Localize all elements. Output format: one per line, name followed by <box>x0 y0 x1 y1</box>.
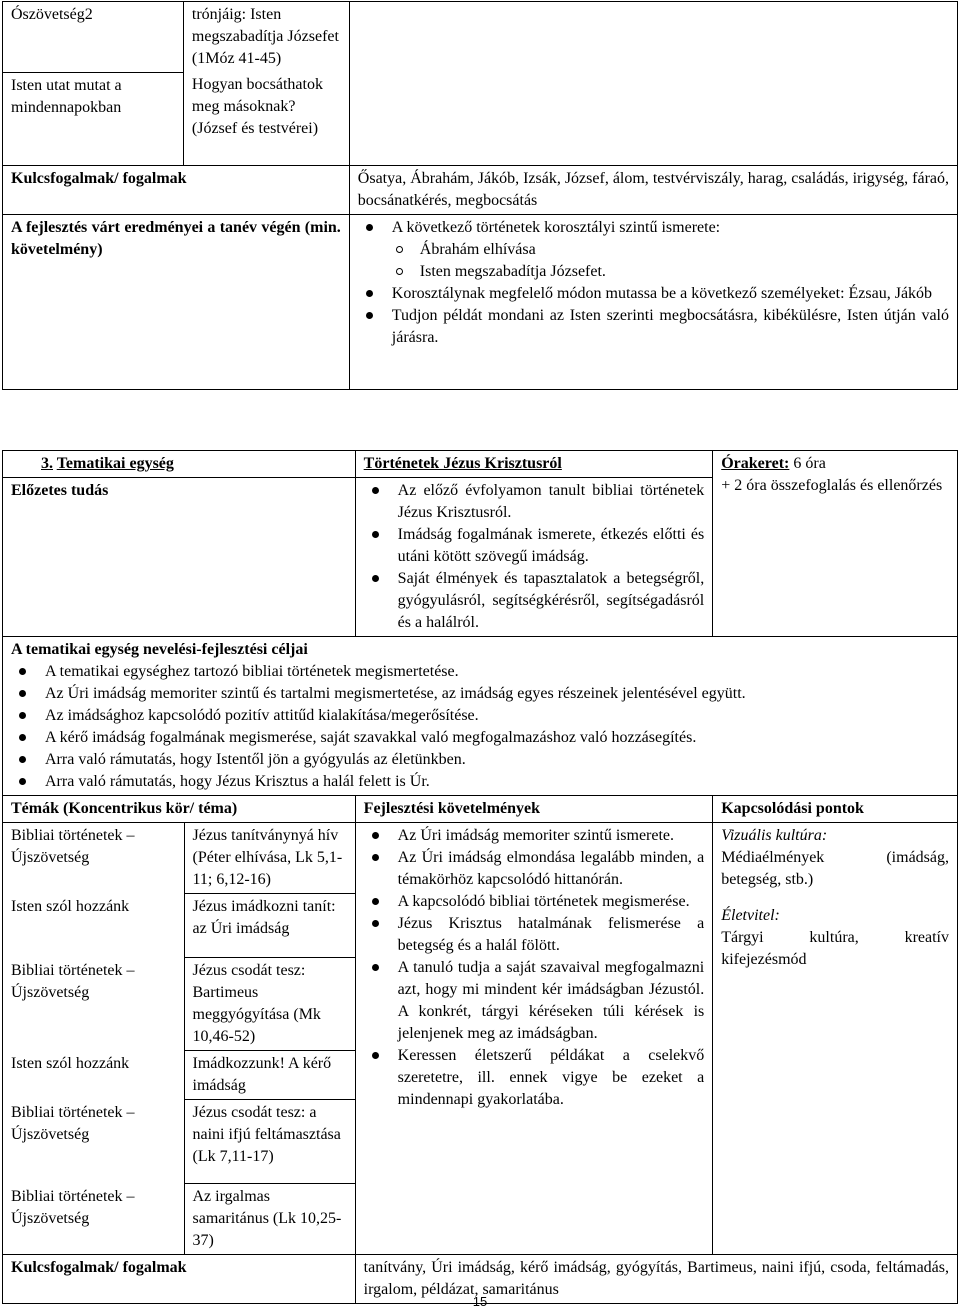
prior-cell <box>355 478 713 637</box>
unit-heading <box>3 451 356 478</box>
topics-inner-table <box>3 823 355 1254</box>
link-heading-life: Életvitel: <box>721 907 780 924</box>
top-row1-topic: trónjáig: Isten megszabadítja Józsefet (1Móz 41-45) <box>183 2 349 73</box>
req-subitem: Ábrahám elhívása <box>358 239 949 261</box>
prior-label: Előzetes tudás <box>3 478 356 637</box>
topic-title: Jézus csodát tesz: a naini ifjú feltámasztása (Lk 7,11-17) <box>184 1100 355 1184</box>
topic-title: Az irgalmas samaritánus (Lk 10,25-37) <box>184 1184 355 1255</box>
page-number: 15 <box>472 1294 488 1309</box>
req-list-item: A kapcsolódó bibliai történetek megismerése. <box>364 891 705 913</box>
top-row2-topic: Hogyan bocsáthatok meg másoknak? (József és testvérei) <box>183 72 349 165</box>
unit-hours-cell <box>713 451 958 637</box>
goal-item: Az Úri imádság memoriter szintű és tartalmi megismertetése, az imádság egyes részeinek jelentésével együtt. <box>11 683 949 705</box>
req-item: Korosztálynak megfelelő módon mutassa be a következő személyeket: Ézsau, Jákób <box>358 283 949 305</box>
goal-item: Az imádsághoz kapcsolódó pozitív attitűd kialakítása/megerősítése. <box>11 705 949 727</box>
link-text-visual: Médiaélmények (imádság, betegség, stb.) <box>721 849 949 888</box>
topics-header: Témák (Koncentrikus kör/ téma) <box>3 796 356 823</box>
reqs-cell <box>355 823 713 1255</box>
topic-title: Imádkozzunk! A kérő imádság <box>184 1051 355 1100</box>
prior-item: Az előző évfolyamon tanult bibliai történetek Jézus Krisztusról. <box>364 480 705 524</box>
top-empty-cell <box>349 2 957 166</box>
hours-label: Órakeret: <box>721 455 790 472</box>
topic-category: Isten szól hozzánk <box>11 1054 130 1072</box>
links-header: Kapcsolódási pontok <box>713 796 958 823</box>
goal-item: Arra való rámutatás, hogy Istentől jön a gyógyulás az életünkben. <box>11 749 949 771</box>
unit-title-cell <box>355 451 713 478</box>
prior-item: Saját élmények és tapasztalatok a betegségről, gyógyulásról, segítségkérésről, segítségadásról és a halálról. <box>364 568 705 634</box>
req-item: Tudjon példát mondani az Isten szerinti megbocsátásra, kibékülésre, Isten útján való járásra. <box>358 305 949 349</box>
topic-title: Jézus imádkozni tanít: az Úri imádság <box>184 894 355 958</box>
req-list-item: Az Úri imádság memoriter szintű ismerete. <box>364 825 705 847</box>
goals-label: A tematikai egység nevelési-fejlesztési céljai <box>11 641 308 658</box>
req-item: A következő történetek korosztályi szintű ismerete: <box>358 217 949 239</box>
unit-label: Tematikai egység <box>56 455 174 472</box>
req-list-item: Jézus Krisztus hatalmának felismerése a betegség és a halál fölött. <box>364 913 705 957</box>
goal-item: A tematikai egységhez tartozó bibliai történetek megismertetése. <box>11 661 949 683</box>
req-list-item: Keressen életszerű példákat a cselekvő szeretetre, ill. ennek vigye be ezeket a mindennapi gyakorlatába. <box>364 1045 705 1111</box>
req-header: Fejlesztési követelmények <box>355 796 713 823</box>
topic-category: Bibliai történetek – Újszövetség <box>11 827 135 866</box>
topic-category: Bibliai történetek – Újszövetség <box>11 1103 135 1143</box>
top-key-label: Kulcsfogalmak/ fogalmak <box>3 165 350 214</box>
topic-category: Bibliai történetek – Újszövetség <box>11 1187 135 1227</box>
unit-table <box>2 450 958 1304</box>
link-heading-visual: Vizuális kultúra: <box>721 827 828 844</box>
topics-cell <box>3 823 356 1255</box>
top-req-label: A fejlesztés várt eredményei a tanév végén (min. követelmény) <box>3 214 350 389</box>
unit-number: 3. <box>41 455 53 472</box>
topic-title: Jézus tanítványnyá hív (Péter elhívása, Lk 5,1-11; 6,12-16) <box>184 823 355 894</box>
top-key-text: Ősatya, Ábrahám, Jákób, Izsák, József, álom, testvérviszály, harag, családás, irigység, fáraó, bocsánatkérés, megbocsátás <box>349 165 957 214</box>
top-row2-label: Isten utat mutat a mindennapokban <box>3 72 184 165</box>
link-text-life: Tárgyi kultúra, kreatív kifejezésmód <box>721 929 949 968</box>
unit-title: Történetek Jézus Krisztusról <box>363 455 562 472</box>
req-subitem: Isten megszabadítja Józsefet. <box>358 261 949 283</box>
prior-item: Imádság fogalmának ismerete, étkezés előtti és utáni kötött szövegű imádság. <box>364 524 705 568</box>
unit-key-text: tanítvány, Úri imádság, kérő imádság, gyógyítás, Bartimeus, naini ifjú, csoda, feltámadás, irgalom, példázat, samaritánus <box>355 1255 957 1304</box>
links-cell <box>713 823 958 1255</box>
top-row1-label: Ószövetség2 <box>3 2 184 73</box>
req-list-item: Az Úri imádság elmondása legalább minden, a témakörhöz kapcsolódó hittanórán. <box>364 847 705 891</box>
goal-item: Arra való rámutatás, hogy Jézus Krisztus a halál felett is Úr. <box>11 771 949 793</box>
goal-item: A kérő imádság fogalmának megismerése, saját szavakkal való megfogalmazáshoz való hozzásegítés. <box>11 727 949 749</box>
unit-key-label: Kulcsfogalmak/ fogalmak <box>3 1255 356 1304</box>
req-list-item: A tanuló tudja a saját szavaival megfogalmazni azt, hogy mi mindent kér imádságban Jézustól. A konkrét, tárgyi kéréseken túli kérések is jelenjenek meg az imádságban. <box>364 957 705 1045</box>
topic-category: Bibliai történetek – Újszövetség <box>11 961 135 1001</box>
hours-value: 6 óra <box>793 455 826 472</box>
top-table <box>2 1 958 390</box>
goals-cell <box>3 637 958 796</box>
top-req-cell <box>349 214 957 389</box>
hours-extra: + 2 óra összefoglalás és ellenőrzés <box>721 477 943 494</box>
topic-category: Isten szól hozzánk <box>11 897 130 915</box>
topic-title: Jézus csodát tesz: Bartimeus meggyógyítása (Mk 10,46-52) <box>184 958 355 1051</box>
